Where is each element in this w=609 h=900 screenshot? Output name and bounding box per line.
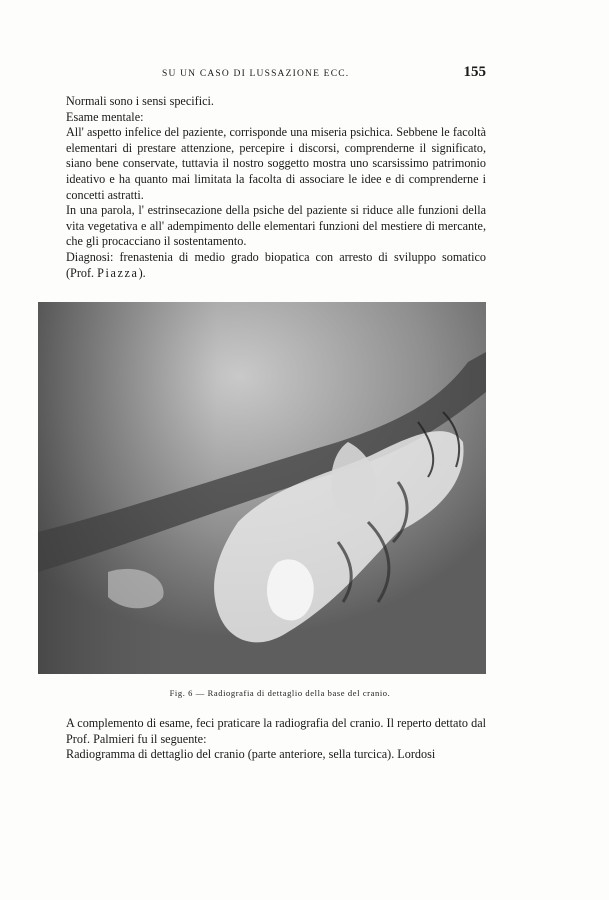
xray-image	[38, 302, 486, 674]
body-text-bottom	[66, 716, 486, 763]
running-title: SU UN CASO DI LUSSAZIONE ECC.	[162, 69, 350, 79]
paragraph: Radiogramma di dettaglio del cranio (parte anteriore, sella turcica). Lordosi	[66, 747, 436, 762]
body-text-top	[66, 94, 486, 281]
page-number: 155	[463, 64, 486, 80]
diagnosis-name: Piazza	[97, 265, 139, 280]
paragraph: A complemento di esame, feci praticare la radiografia del cranio. Il reperto dettato dal Prof. Palmieri fu il seguente:	[66, 716, 486, 746]
page-header	[66, 64, 486, 81]
figure-caption: Fig. 6 — Radiografia di dettaglio della base del cranio.	[169, 688, 391, 698]
bone-highlight	[267, 559, 314, 620]
diagnosis-paragraph	[66, 250, 486, 281]
diagnosis-end: ).	[138, 265, 146, 280]
xray-figure	[38, 302, 486, 674]
diagnosis-text: Diagnosi: frenastenia di medio grado biopatica con arresto di sviluppo somatico (Prof.	[66, 249, 486, 280]
paragraph: All' aspetto infelice del paziente, corrisponde una miseria psichica. Sebbene le facoltà elementari di prestare attenzione, percepire i discorsi, comprenderne il significato, siano bene conservate, tuttavia il nostro soggetto mostra uno scarsissimo patrimonio ideativo e ha quanto mai limitata la facolta di associare le idee e di comprenderne i concetti astratti.	[66, 125, 486, 202]
section-heading: Esame mentale:	[66, 109, 144, 124]
paragraph: In una parola, l' estrinsecazione della psiche del paziente si riduce alle funzioni della vita vegetativa e all' adempimento delle elementari funzioni del mestiere di mercante, che gli procacciano il sostentamento.	[66, 203, 486, 249]
paragraph: Normali sono i sensi specifici.	[66, 94, 214, 108]
